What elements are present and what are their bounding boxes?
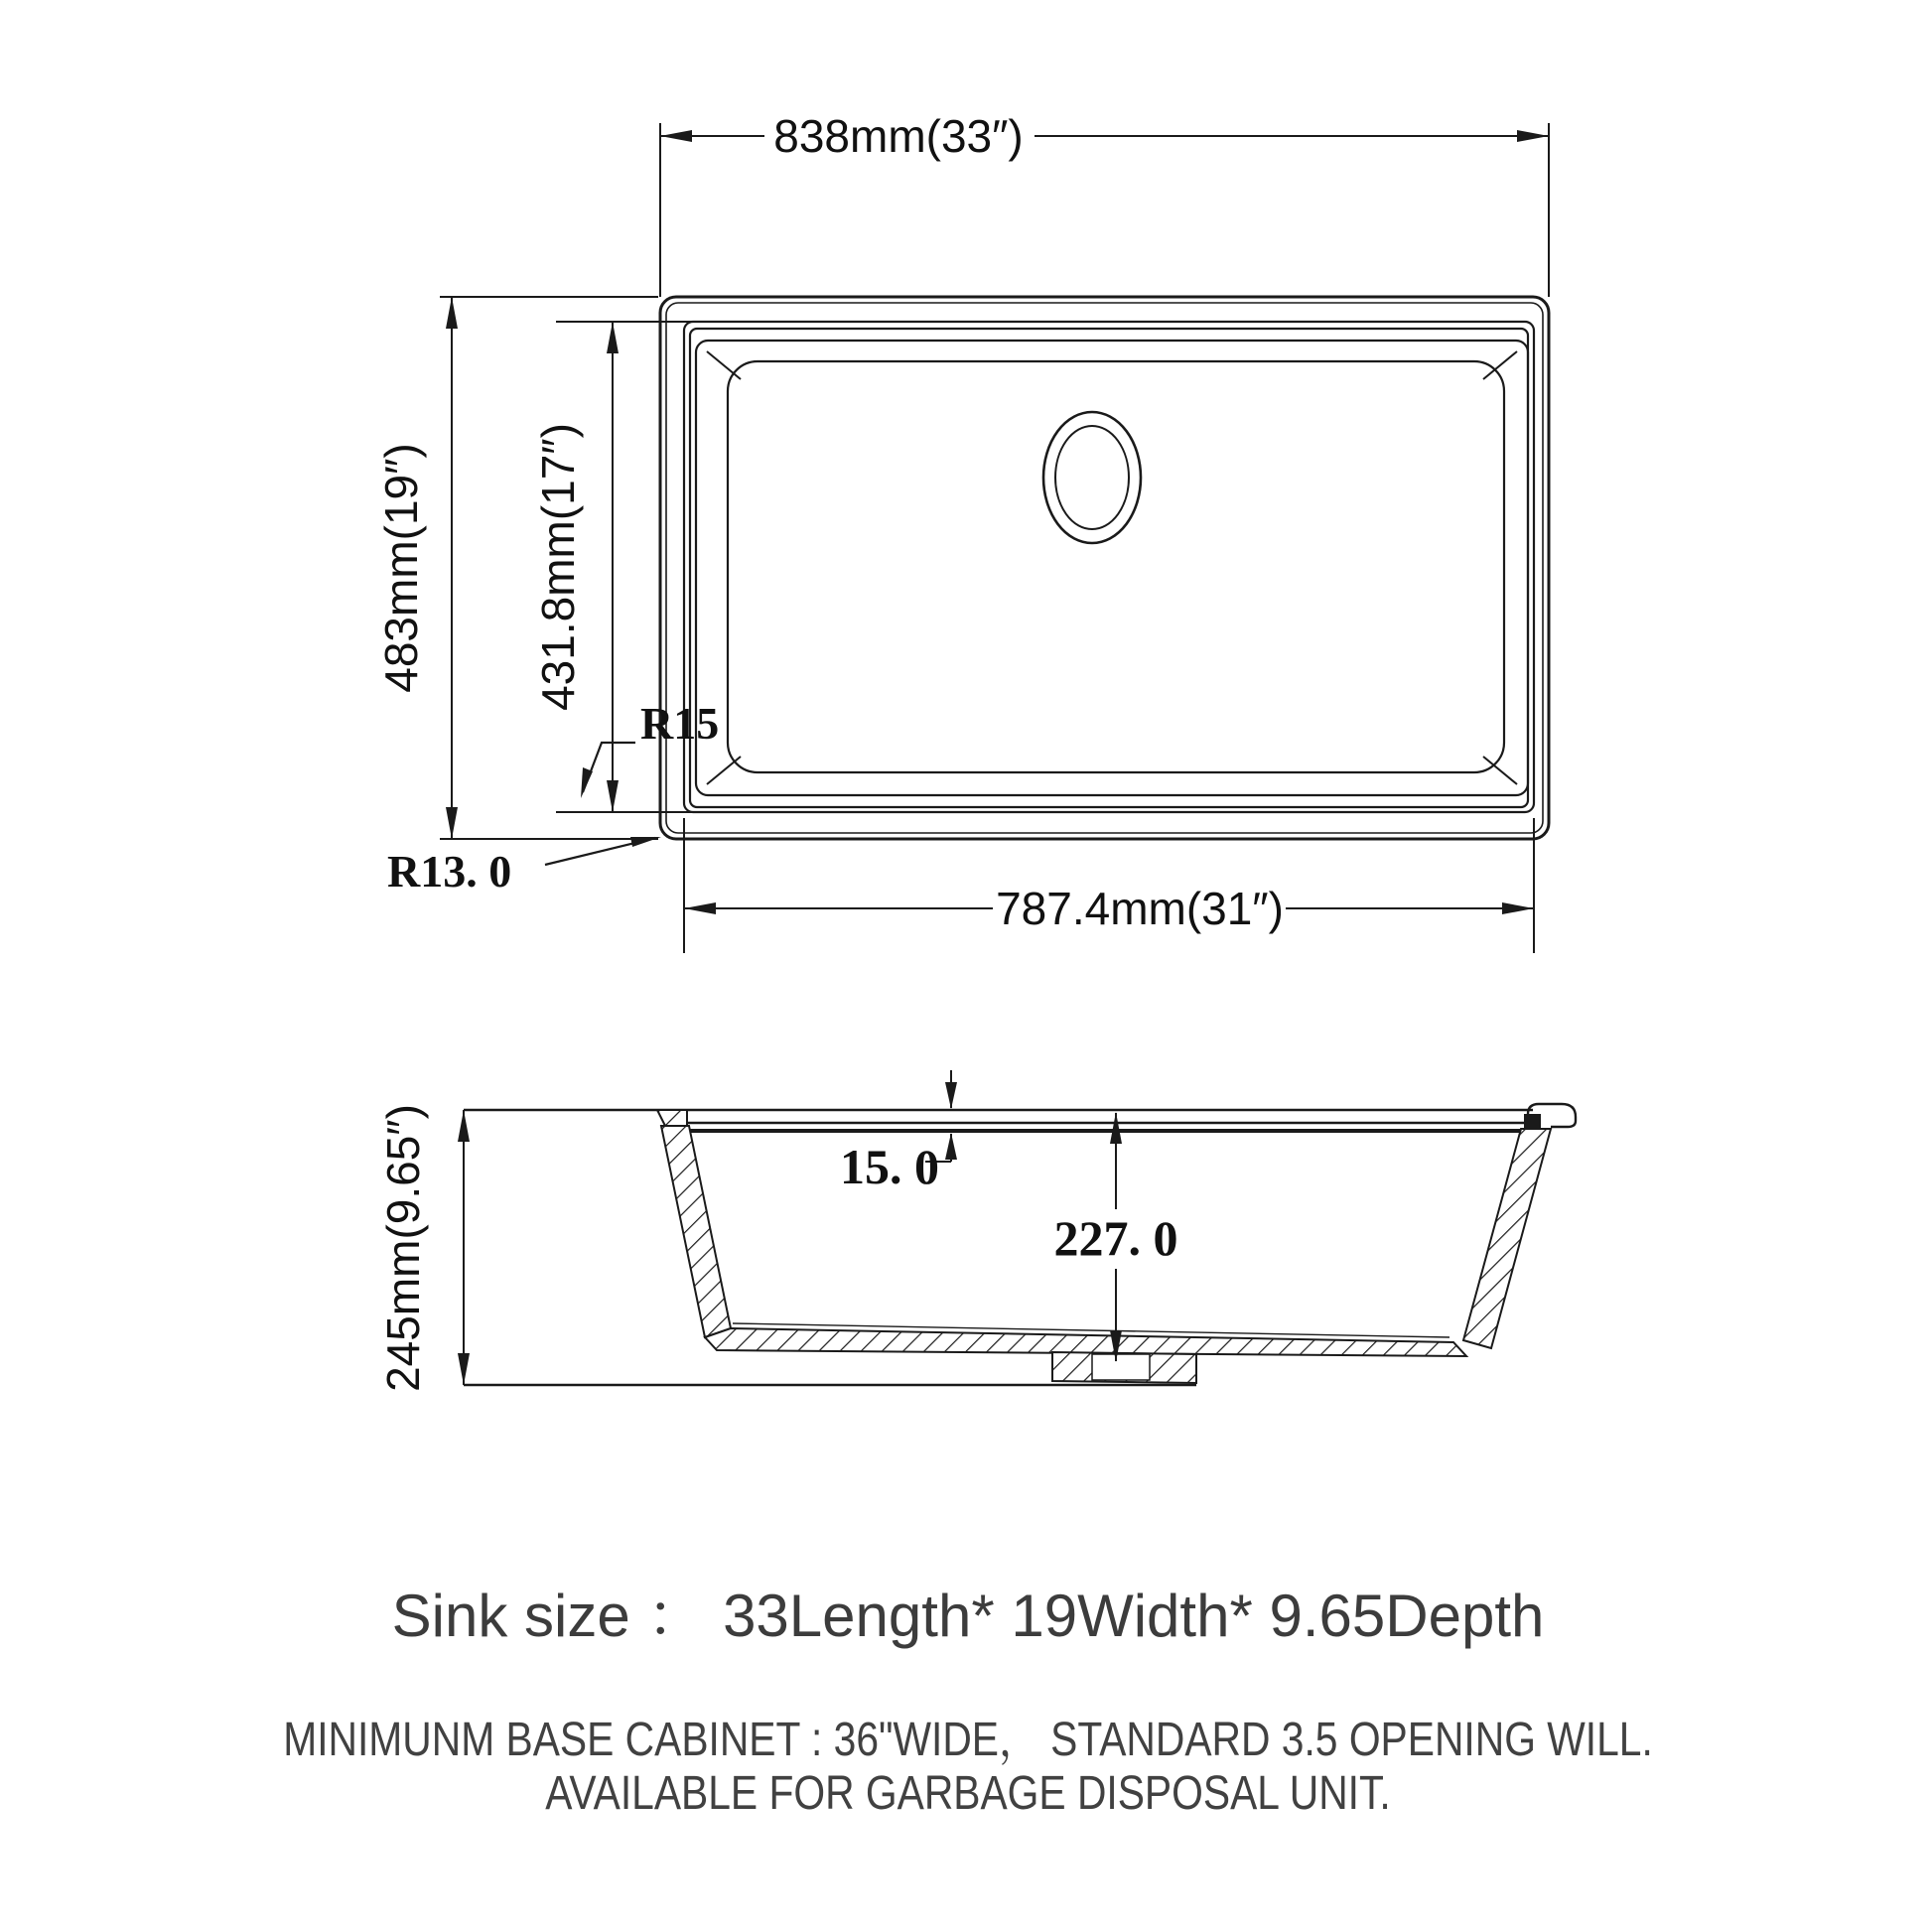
rim-thickness-label: 15. 0 (840, 1139, 939, 1194)
inner-depth-label: 227. 0 (1053, 1210, 1178, 1266)
outer-radius-label: R13. 0 (387, 846, 512, 897)
bowl-width-label: 787.4mm(31″) (996, 883, 1284, 934)
right-rim-joint (1524, 1114, 1541, 1129)
cabinet-note-text: MINIMUNM BASE CABINET : 36"WIDE， STANDARD 3.5 OPENING WILL. (283, 1713, 1653, 1766)
overall-height-label: 245mm(9.65″) (377, 1104, 429, 1392)
overall-width-label: 838mm(33″) (773, 110, 1024, 162)
bowl-depth-label: 431.8mm(17″) (532, 423, 584, 711)
sink-size-text: Sink size ： 33Length* 19Width* 9.65Depth (391, 1583, 1545, 1649)
disposal-note-text: AVAILABLE FOR GARBAGE DISPOSAL UNIT. (545, 1766, 1391, 1820)
inner-radius-label: R15 (640, 698, 720, 749)
overall-depth-label: 483mm(19″) (375, 443, 427, 693)
drain-boss-section (1052, 1352, 1196, 1383)
